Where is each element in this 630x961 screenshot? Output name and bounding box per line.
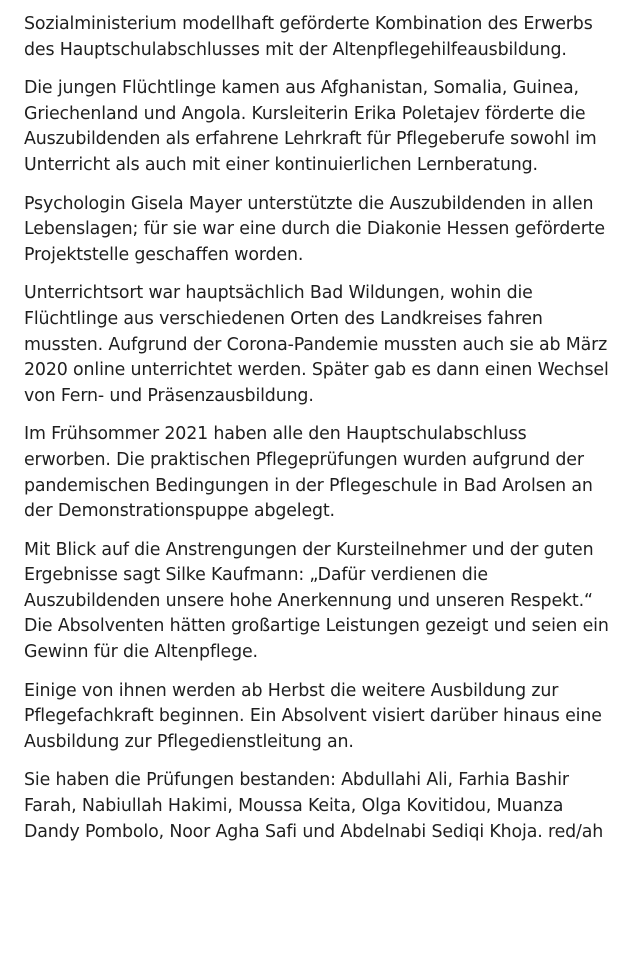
article-paragraph-5: Im Frühsommer 2021 haben alle den Hauptschulabschluss erworben. Die praktischen Pflegeprüfungen wurden aufgrund der pandemischen Bedingungen in der Pflegeschule in Bad Arolsen an der Demonstrationspuppe abgelegt. [24,424,593,522]
article-paragraph-6: Mit Blick auf die Anstrengungen der Kursteilnehmer und der guten Ergebnisse sagt Silke Kaufmann: „Dafür verdienen die Auszubildenden unsere hohe Anerkennung und unseren Respekt.“ Die Absolventen hätten großartige Leistungen gezeigt und seien ein Gewinn für die Altenpflege. [24,539,609,663]
article-paragraph-3: Psychologin Gisela Mayer unterstützte die Auszubildenden in allen Lebenslagen; für sie war eine durch die Diakonie Hessen geförderte Projektstelle geschaffen worden. [24,193,605,265]
article-paragraph-2: Die jungen Flüchtlinge kamen aus Afghanistan, Somalia, Guinea, Griechenland und Angola. Kursleiterin Erika Poletajev förderte die Auszubildenden als erfahrene Lehrkraft für Pflegeberufe sowohl im Unterricht als auch mit einer kontinuierlichen Lernberatung. [24,78,597,175]
article-paragraph-7: Einige von ihnen werden ab Herbst die weitere Ausbildung zur Pflegefachkraft beginnen. Ein Absolvent visiert darüber hinaus eine Ausbildung zur Pflegedienstleitung an. [24,680,602,752]
article-paragraph-8: Sie haben die Prüfungen bestanden: Abdullahi Ali, Farhia Bashir Farah, Nabiullah Hakimi, Moussa Keita, Olga Kovitidou, Muanza Dandy Pombolo, Noor Agha Safi und Abdelnabi Sediqi Khoja. red/ah [24,770,604,842]
article-paragraph-4: Unterrichtsort war hauptsächlich Bad Wildungen, wohin die Flüchtlinge aus verschiedenen Orten des Landkreises fahren mussten. Aufgrund der Corona-Pandemie mussten auch sie ab März 2020 online unterrichtet werden. Später gab es dann einen Wechsel von Fern- und Präsenzausbildung. [24,283,609,406]
article-paragraph-1: Sozialministerium modellhaft geförderte Kombination des Erwerbs des Hauptschulabschlusses mit der Altenpflegehilfeausbildung. [24,14,593,60]
